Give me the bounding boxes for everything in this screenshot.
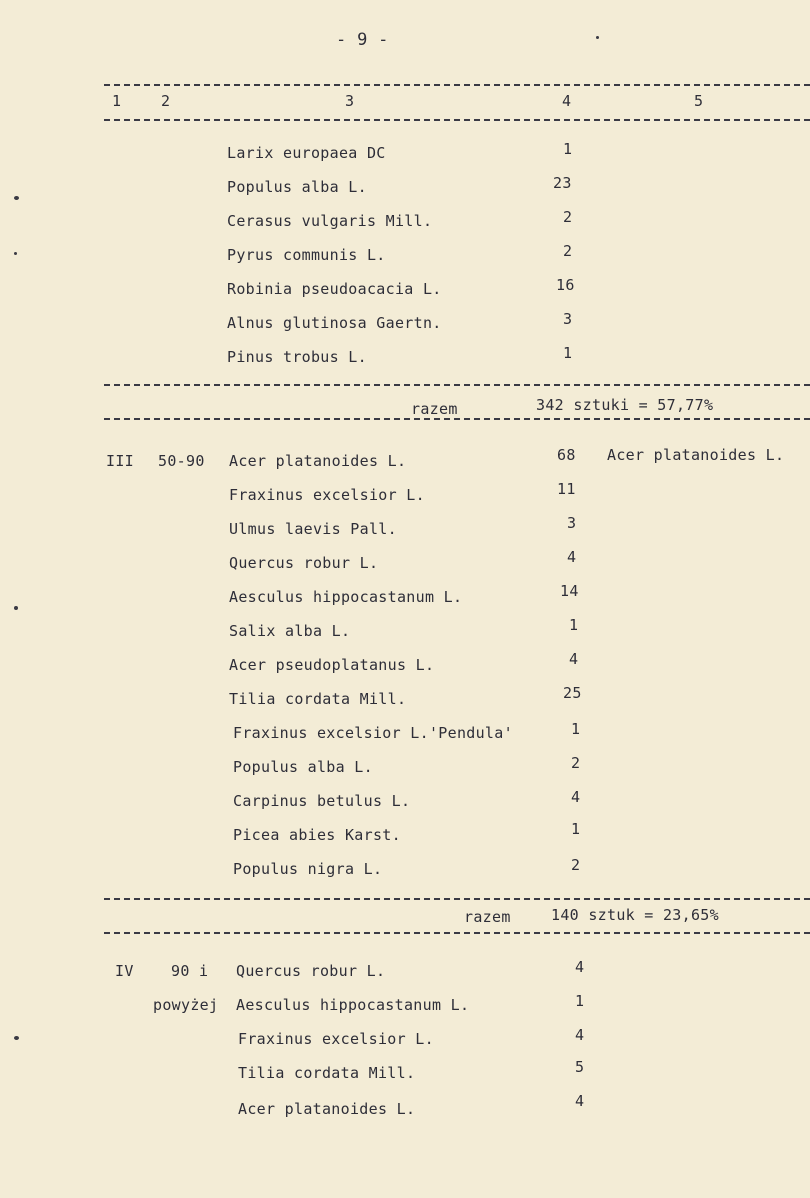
species-name: Populus alba L. xyxy=(233,758,373,776)
total-rule-bottom xyxy=(104,418,810,420)
margin-dot xyxy=(14,1036,19,1040)
species-name: Aesculus hippocastanum L. xyxy=(236,996,470,1014)
page-number: - 9 - xyxy=(336,30,389,50)
tree-count: 2 xyxy=(571,754,581,772)
species-name: Carpinus betulus L. xyxy=(233,792,411,810)
margin-dot xyxy=(14,606,18,610)
species-name: Alnus glutinosa Gaertn. xyxy=(227,314,442,332)
column-header-5: 5 xyxy=(694,92,704,110)
tree-count: 1 xyxy=(569,616,579,634)
dominant-species: Acer platanoides L. xyxy=(607,446,785,464)
tree-count: 3 xyxy=(563,310,573,328)
total-rule-top xyxy=(104,898,810,900)
tree-count: 23 xyxy=(553,174,572,192)
column-header-3: 3 xyxy=(345,92,355,110)
species-name: Picea abies Karst. xyxy=(233,826,401,844)
species-name: Ulmus laevis Pall. xyxy=(229,520,397,538)
column-header-4: 4 xyxy=(562,92,572,110)
header-rule-bottom xyxy=(104,119,810,121)
species-name: Populus nigra L. xyxy=(233,860,383,878)
species-name: Quercus robur L. xyxy=(229,554,379,572)
diameter-range-suffix: powyżej xyxy=(153,996,219,1014)
tree-count: 2 xyxy=(563,242,573,260)
diameter-range: 90 i xyxy=(171,962,209,980)
species-name: Quercus robur L. xyxy=(236,962,386,980)
diameter-range: 50-90 xyxy=(158,452,205,470)
species-name: Fraxinus excelsior L.'Pendula' xyxy=(233,724,513,742)
species-name: Populus alba L. xyxy=(227,178,367,196)
species-name: Pyrus communis L. xyxy=(227,246,386,264)
tree-count: 2 xyxy=(563,208,573,226)
species-name: Acer pseudoplatanus L. xyxy=(229,656,435,674)
total-value: 140 sztuk = 23,65% xyxy=(551,906,719,924)
tree-count: 1 xyxy=(575,992,585,1010)
tree-count: 1 xyxy=(563,140,573,158)
species-name: Larix europaea DC xyxy=(227,144,386,162)
total-rule-bottom xyxy=(104,932,810,934)
tree-count: 14 xyxy=(560,582,579,600)
column-header-2: 2 xyxy=(161,92,171,110)
tree-count: 16 xyxy=(556,276,575,294)
total-value: 342 sztuki = 57,77% xyxy=(536,396,714,414)
tree-count: 4 xyxy=(575,1092,585,1110)
tree-count: 2 xyxy=(571,856,581,874)
species-name: Acer platanoides L. xyxy=(229,452,407,470)
margin-dot xyxy=(596,36,599,39)
species-name: Fraxinus excelsior L. xyxy=(238,1030,434,1048)
total-rule-top xyxy=(104,384,810,386)
tree-count: 3 xyxy=(567,514,577,532)
class-label: IV xyxy=(115,962,134,980)
margin-dot xyxy=(14,196,19,200)
species-name: Pinus trobus L. xyxy=(227,348,367,366)
tree-count: 5 xyxy=(575,1058,585,1076)
tree-count: 1 xyxy=(563,344,573,362)
tree-count: 68 xyxy=(557,446,576,464)
species-name: Fraxinus excelsior L. xyxy=(229,486,425,504)
species-name: Aesculus hippocastanum L. xyxy=(229,588,463,606)
total-label: razem xyxy=(411,400,458,418)
header-rule-top xyxy=(104,84,810,86)
tree-count: 4 xyxy=(575,958,585,976)
species-name: Tilia cordata Mill. xyxy=(229,690,407,708)
margin-dot xyxy=(14,252,17,255)
column-header-1: 1 xyxy=(112,92,122,110)
class-label: III xyxy=(106,452,134,470)
species-name: Acer platanoides L. xyxy=(238,1100,416,1118)
tree-count: 4 xyxy=(575,1026,585,1044)
tree-count: 1 xyxy=(571,820,581,838)
tree-count: 4 xyxy=(567,548,577,566)
tree-count: 1 xyxy=(571,720,581,738)
tree-count: 4 xyxy=(571,788,581,806)
species-name: Tilia cordata Mill. xyxy=(238,1064,416,1082)
tree-count: 4 xyxy=(569,650,579,668)
species-name: Robinia pseudoacacia L. xyxy=(227,280,442,298)
total-label: razem xyxy=(464,908,511,926)
species-name: Salix alba L. xyxy=(229,622,351,640)
tree-count: 25 xyxy=(563,684,582,702)
species-name: Cerasus vulgaris Mill. xyxy=(227,212,433,230)
tree-count: 11 xyxy=(557,480,576,498)
